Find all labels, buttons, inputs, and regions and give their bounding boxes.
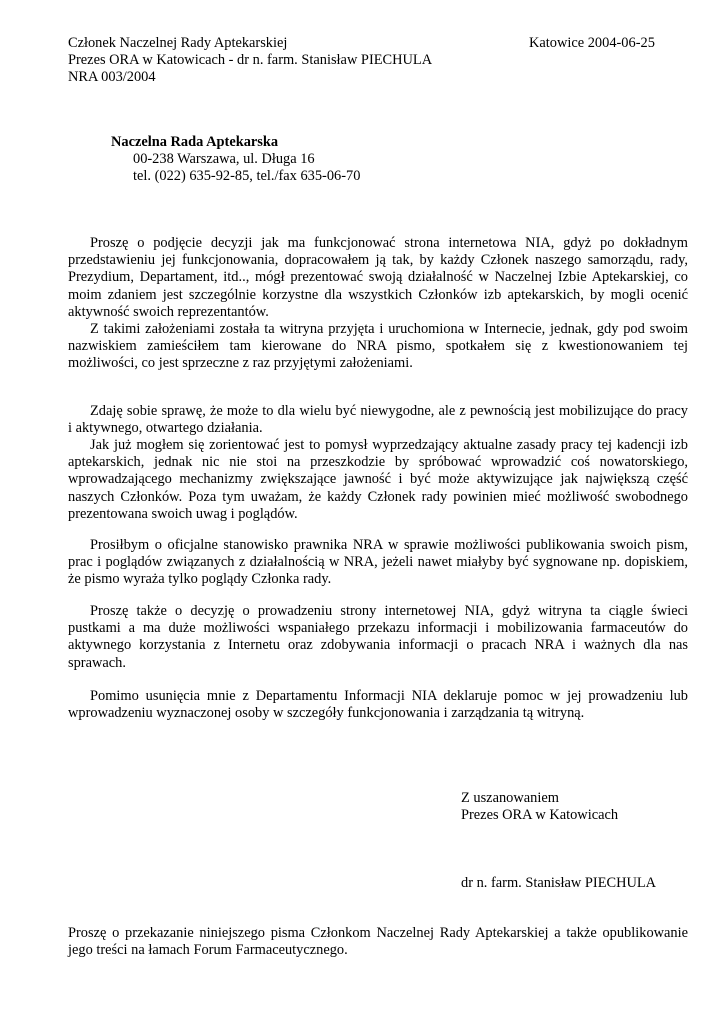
paragraph-line: Prosiłbym o oficjalne stanowisko prawnika NRA w sprawie możliwości publikowania swoich pism, — [90, 537, 688, 553]
paragraph-3 — [68, 403, 688, 437]
paragraph-line: pustkami a ma duże możliwości wspaniałego przekazu informacji i mobilizowania farmaceutów do — [68, 620, 688, 637]
paragraph-2 — [68, 321, 688, 373]
footer-note — [68, 925, 688, 959]
closing-title: Prezes ORA w Katowicach — [461, 807, 619, 823]
signature-name: dr n. farm. Stanisław PIECHULA — [461, 875, 657, 891]
paragraph-7 — [68, 688, 688, 722]
paragraph-line: Prezydium, Departament, itd.., mógł prezentować swoją działalność w Naczelnej Izbie Aptekarskiej, co — [68, 269, 688, 286]
paragraph-line: Pomimo usunięcia mnie z Departamentu Informacji NIA deklaruje pomoc w jej prowadzeniu lub — [90, 688, 688, 704]
paragraph-line: Proszę o podjęcie decyzji jak ma funkcjonować strona internetowa NIA, gdyż po dokładnym — [90, 235, 688, 251]
sender-line-2: Prezes ORA w Katowicach - dr n. farm. Stanisław PIECHULA — [68, 52, 433, 68]
recipient-name: Naczelna Rada Aptekarska — [111, 134, 279, 150]
paragraph-line: sprawach. — [68, 654, 126, 671]
paragraph-line: nazwiskiem zamieściłem tam kierowane do NRA pismo, spotkałem się z kwestionowaniem tej — [68, 338, 688, 355]
place-date: Katowice 2004-06-25 — [529, 35, 655, 51]
recipient-phone: tel. (022) 635-92-85, tel./fax 635-06-70 — [133, 168, 361, 184]
paragraph-line: Jak już mogłem się zorientować jest to pomysł wyprzedzający aktualne zasady pracy tej kadencji izb — [90, 437, 688, 453]
paragraph-line: że pismo wyraża tylko poglądy Członka rady. — [68, 571, 332, 588]
paragraph-line: prezentowana swoich uwag i poglądów. — [68, 505, 298, 522]
paragraph-6 — [68, 603, 688, 672]
reference-number: NRA 003/2004 — [68, 69, 156, 85]
paragraph-line: możliwości, co jest sprzeczne z raz przyjętymi założeniami. — [68, 355, 413, 372]
closing-regards: Z uszanowaniem — [461, 790, 559, 806]
paragraph-line: przedstawieniu jej funkcjonowania, dopracowałem ją tak, by każdy Członek naszego samorządu, rady, — [68, 252, 688, 269]
paragraph-line: moim zdaniem jest szczególnie korzystne dla wszystkich Członków izb aptekarskich, by mogli ocenić — [68, 286, 688, 303]
paragraph-line: Z takimi założeniami została ta witryna przyjęta i uruchomiona w Internecie, jednak, gdy pod swoim — [90, 321, 688, 337]
recipient-address: 00-238 Warszawa, ul. Długa 16 — [133, 151, 315, 167]
paragraph-line: wprowadzającego mechanizmy zwiększające jawność i być może aktywizujące jak największą część — [68, 471, 688, 488]
paragraph-line: i aktywnego, otwartego działania. — [68, 420, 263, 437]
paragraph-line: Proszę o przekazanie niniejszego pisma Członkom Naczelnej Rady Aptekarskiej a także opublikowanie — [68, 925, 688, 941]
paragraph-line: Proszę także o decyzję o prowadzeniu strony internetowej NIA, gdyż witryna ta ciągle świeci — [90, 603, 688, 619]
paragraph-1 — [68, 235, 688, 321]
paragraph-line: wprowadzeniu wyznaczonej osoby w szczegóły funkcjonowania i zarządzania tą witryną. — [68, 705, 585, 722]
paragraph-line: Zdaję sobie sprawę, że może to dla wielu być niewygodne, ale z pewnością jest mobilizujące do pracy — [90, 403, 688, 419]
paragraph-5 — [68, 537, 688, 589]
paragraph-line: aptekarskich, jednak nic nie stoi na przeszkodzie by spróbować wprowadzić coś nowatorskiego, — [68, 454, 688, 471]
paragraph-line: aktywnego korzystania z Internetu oraz zdobywania informacji o pracach NRA i ważnych dla nas — [68, 637, 688, 654]
paragraph-line: aktywność swoich reprezentantów. — [68, 303, 269, 320]
sender-line-1: Członek Naczelnej Rady Aptekarskiej — [68, 35, 288, 51]
paragraph-4 — [68, 437, 688, 523]
paragraph-line: naszych Członków. Poza tym uważam, że każdy Członek rady powinien mieć możliwość swobodnego — [68, 488, 688, 505]
paragraph-line: prac i poglądów związanych z działalnością w NRA, jeżeli nawet miałyby być sygnowane np. dopiskiem, — [68, 554, 688, 571]
paragraph-line: jego treści na łamach Forum Farmaceutycznego. — [68, 942, 348, 959]
